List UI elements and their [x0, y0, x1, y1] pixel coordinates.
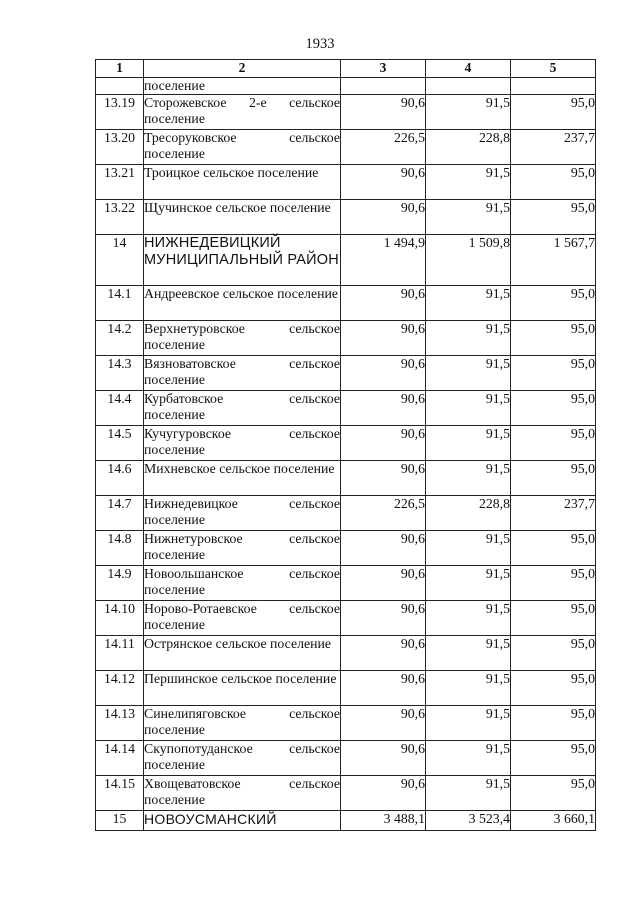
column-header: 3: [341, 60, 426, 78]
table-header-row: [96, 60, 596, 78]
row-name: НОВОУСМАНСКИЙ: [144, 811, 341, 831]
row-number: 14.11: [96, 636, 144, 671]
table-row: [96, 130, 596, 165]
row-name: Першинское сельское поселение: [144, 671, 341, 706]
value-col5: 237,7: [511, 496, 596, 531]
value-col3: 90,6: [341, 286, 426, 321]
value-col5: 3 660,1: [511, 811, 596, 831]
value-col4: 91,5: [426, 776, 511, 811]
value-col5: 237,7: [511, 130, 596, 165]
row-name: Михневское сельское поселение: [144, 461, 341, 496]
row-name: Тресоруковское сельское поселение: [144, 130, 341, 165]
row-number: 14.9: [96, 566, 144, 601]
table-row: [96, 165, 596, 200]
table-row: [96, 671, 596, 706]
value-col3: 90,6: [341, 391, 426, 426]
value-col4: 91,5: [426, 671, 511, 706]
table-row: [96, 95, 596, 130]
table-row: [96, 356, 596, 391]
table-row: [96, 636, 596, 671]
table-row-district: [96, 811, 596, 831]
value-col3: 90,6: [341, 671, 426, 706]
value-col5: 95,0: [511, 706, 596, 741]
value-col3: 90,6: [341, 636, 426, 671]
table-row: [96, 706, 596, 741]
continued-row: [96, 78, 596, 95]
value-col4: 91,5: [426, 391, 511, 426]
value-col5: 95,0: [511, 426, 596, 461]
page-number: 1933: [305, 36, 335, 52]
row-number: 14.14: [96, 741, 144, 776]
row-number: 14.13: [96, 706, 144, 741]
value-col5: 95,0: [511, 566, 596, 601]
row-name: Норово-Ротаевское сельское поселение: [144, 601, 341, 636]
value-col3: 226,5: [341, 496, 426, 531]
value-col3: 90,6: [341, 566, 426, 601]
value-col3: 90,6: [341, 741, 426, 776]
column-header: 2: [144, 60, 341, 78]
value-col4: 3 523,4: [426, 811, 511, 831]
table-row: [96, 321, 596, 356]
value-col4: 91,5: [426, 741, 511, 776]
table-row: [96, 286, 596, 321]
value-col5: 95,0: [511, 741, 596, 776]
row-name: НИЖНЕДЕВИЦКИЙ МУНИЦИПАЛЬНЫЙ РАЙОН: [144, 235, 341, 286]
value-col3: 90,6: [341, 531, 426, 566]
table-row: [96, 531, 596, 566]
value-col5: 95,0: [511, 671, 596, 706]
row-number: 14.1: [96, 286, 144, 321]
table-row: [96, 426, 596, 461]
row-number: 14.15: [96, 776, 144, 811]
value-col5: 95,0: [511, 601, 596, 636]
row-name: Новоольшанское сельское поселение: [144, 566, 341, 601]
value-col3: 90,6: [341, 706, 426, 741]
row-number: 13.22: [96, 200, 144, 235]
value-col4: 91,5: [426, 426, 511, 461]
row-name: Хвощеватовское сельское поселение: [144, 776, 341, 811]
value-col5: 95,0: [511, 776, 596, 811]
row-number: 14.12: [96, 671, 144, 706]
row-number: 14.5: [96, 426, 144, 461]
row-number: 14.3: [96, 356, 144, 391]
row-name: Сторожевское 2-е сельское поселение: [144, 95, 341, 130]
column-header: 5: [511, 60, 596, 78]
row-number: 13.20: [96, 130, 144, 165]
table-row: [96, 776, 596, 811]
row-name: Нижнетуровское сельское поселение: [144, 531, 341, 566]
row-number: 13.19: [96, 95, 144, 130]
value-col5: 1 567,7: [511, 235, 596, 286]
value-col3: 90,6: [341, 426, 426, 461]
row-name: Курбатовское сельское поселение: [144, 391, 341, 426]
table-row: [96, 566, 596, 601]
value-col4: 228,8: [426, 496, 511, 531]
column-header: 4: [426, 60, 511, 78]
row-name: Андреевское сельское поселение: [144, 286, 341, 321]
value-col3: 90,6: [341, 165, 426, 200]
value-col4: 1 509,8: [426, 235, 511, 286]
value-col3: 1 494,9: [341, 235, 426, 286]
value-col4: 91,5: [426, 636, 511, 671]
value-col5: 95,0: [511, 636, 596, 671]
row-name: Верхнетуровское сельское поселение: [144, 321, 341, 356]
row-number: 14.2: [96, 321, 144, 356]
value-col4: 91,5: [426, 200, 511, 235]
table-row: [96, 200, 596, 235]
value-col3: 90,6: [341, 601, 426, 636]
table-row: [96, 461, 596, 496]
value-col4: 91,5: [426, 95, 511, 130]
value-col5: 95,0: [511, 165, 596, 200]
row-number: 14.6: [96, 461, 144, 496]
row-name: Троицкое сельское поселение: [144, 165, 341, 200]
row-number: 14: [96, 235, 144, 286]
value-col3: 90,6: [341, 776, 426, 811]
row-name: Синелипяговское сельское поселение: [144, 706, 341, 741]
row-number: 14.7: [96, 496, 144, 531]
row-number: 14.4: [96, 391, 144, 426]
value-col4: 91,5: [426, 706, 511, 741]
value-col5: 95,0: [511, 531, 596, 566]
budget-table: [95, 59, 596, 831]
value-col3: 90,6: [341, 461, 426, 496]
table-row: [96, 391, 596, 426]
value-col3: 90,6: [341, 356, 426, 391]
table-row: [96, 496, 596, 531]
value-col4: 91,5: [426, 566, 511, 601]
value-col4: 91,5: [426, 321, 511, 356]
row-number: 13.21: [96, 165, 144, 200]
continued-text: поселение: [144, 78, 341, 95]
row-number: 14.8: [96, 531, 144, 566]
value-col3: 90,6: [341, 95, 426, 130]
table-row: [96, 601, 596, 636]
table-row-district: [96, 235, 596, 286]
row-number: 14.10: [96, 601, 144, 636]
value-col3: 226,5: [341, 130, 426, 165]
row-name: Скупопотуданское сельское поселение: [144, 741, 341, 776]
value-col5: 95,0: [511, 461, 596, 496]
row-number: [96, 78, 144, 95]
row-number: 15: [96, 811, 144, 831]
value-col5: 95,0: [511, 356, 596, 391]
value-col5: 95,0: [511, 286, 596, 321]
value-col4: 91,5: [426, 165, 511, 200]
value-col3: 3 488,1: [341, 811, 426, 831]
value-col4: 228,8: [426, 130, 511, 165]
value-col5: 95,0: [511, 200, 596, 235]
value-col4: 91,5: [426, 356, 511, 391]
value-col4: 91,5: [426, 461, 511, 496]
value-col4: 91,5: [426, 601, 511, 636]
value-col4: 91,5: [426, 531, 511, 566]
value-col4: 91,5: [426, 286, 511, 321]
row-name: Кучугуровское сельское поселение: [144, 426, 341, 461]
value-col5: 95,0: [511, 391, 596, 426]
value-col5: 95,0: [511, 95, 596, 130]
table-row: [96, 741, 596, 776]
row-name: Щучинское сельское поселение: [144, 200, 341, 235]
row-name: Острянское сельское поселение: [144, 636, 341, 671]
row-name: Вязноватовское сельское поселение: [144, 356, 341, 391]
row-name: Нижнедевицкое сельское поселение: [144, 496, 341, 531]
value-col3: 90,6: [341, 200, 426, 235]
column-header: 1: [96, 60, 144, 78]
value-col3: 90,6: [341, 321, 426, 356]
value-col5: 95,0: [511, 321, 596, 356]
